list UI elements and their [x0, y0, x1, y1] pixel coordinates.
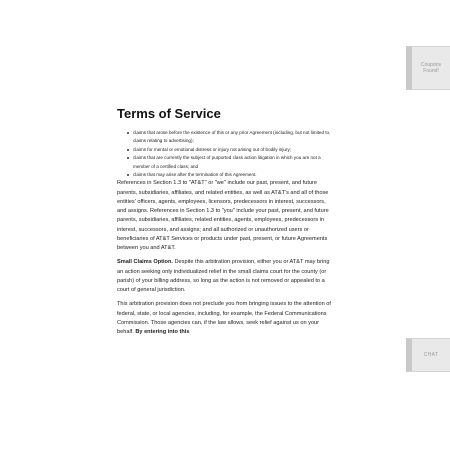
references-paragraph: References in Section 1.3 to "AT&T" or "we" include our past, present, and future parents, subsidiaries, affiliates, and related entities, as well as AT&T's and all of those entities' officers, agents, employees, licensors, predecessors in interest, successors, and assigns. References in Section 1.3 to "you" include your past, present, and future parents, subsidiaries, affiliates, related entities, agents, employees, predecessors in interest, successors, and assigns; and all authorized or unauthorized users or beneficiaries of AT&T Services or products under past, present, or future Agreements between you and AT&T. — [117, 180, 329, 252]
chat-tab[interactable] — [406, 338, 450, 372]
agency-bold-tail: By entering into this — [135, 329, 190, 336]
coupons-label-line2: Found! — [423, 68, 439, 74]
small-claims-paragraph — [117, 258, 335, 295]
claims-list — [117, 129, 335, 179]
chat-label: CHAT — [423, 352, 439, 358]
list-item: claims that may arise after the termination of this Agreement. — [126, 171, 335, 179]
list-item: claims for mental or emotional distress or injury not arising out of bodily injury; — [126, 146, 335, 154]
agency-text: This arbitration provision does not preclude you from bringing issues to the attention of federal, state, or local agencies, including, for example, the Federal Communications Commission. Those agencies can, if the law allows, seek relief against us on your behalf. — [117, 301, 331, 336]
small-claims-heading: Small Claims Option. — [117, 259, 173, 266]
coupons-found-tab[interactable] — [406, 46, 450, 90]
page-title: Terms of Service — [117, 106, 221, 121]
terms-content[interactable] — [117, 127, 335, 345]
list-item: claims that arose before the existence of this or any prior Agreement (including, but not limited to, claims relating to advertising); — [126, 129, 335, 146]
agency-paragraph — [117, 300, 335, 337]
list-item: claims that are currently the subject of purported class action litigation in which you are not a member of a certified class; and — [126, 154, 335, 171]
coupons-label-line1: Coupons — [420, 61, 441, 68]
small-claims-text: Despite this arbitration provision, either you or AT&T may bring an action seeking only individualized relief in the small claims court for the county (or parish) of your billing address, so long as the action is not removed or appealed to a court of general jurisdiction. — [117, 259, 330, 294]
